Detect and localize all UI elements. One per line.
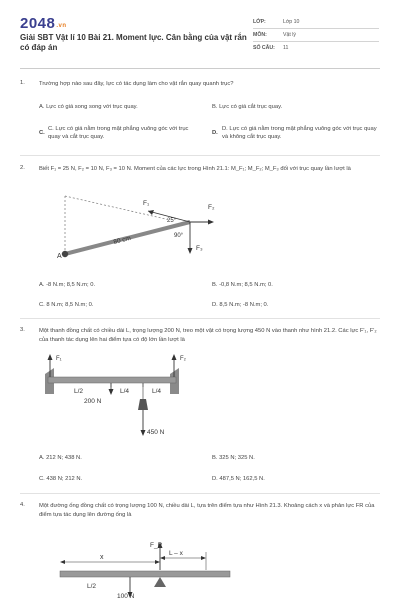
lx-arrow-left (160, 556, 165, 560)
question-3-text: Một thanh đồng chất có chiều dài L, trọng lượng 200 N, treo một vật có trọng lượng 450 N vào thanh như hình 21.2. Các lực F'₁, F'₂ của thanh tác dụng lên hai điểm tựa có độ lớn lần lượt là (39, 328, 377, 343)
q2-option-b[interactable]: B. -0,8 N.m; 8,5 N.m; 0. (212, 282, 273, 288)
question-4-number: 4. (20, 502, 25, 508)
question-divider (20, 493, 380, 494)
question-2-number: 2. (20, 165, 25, 171)
length-label: 80 cm (112, 234, 132, 246)
question-divider (20, 155, 380, 156)
meta-count-value: 11 (283, 45, 289, 51)
point-a-label: A (57, 253, 62, 260)
lx-label: L – x (169, 550, 183, 557)
arrow-load-head (141, 430, 146, 436)
q3-option-d[interactable]: D. 487,5 N; 162,5 N. (212, 476, 265, 482)
meta-divider (253, 28, 379, 29)
meta-subject-label: MÔN: (253, 32, 267, 38)
quarter-length-label: L/4 (152, 388, 162, 395)
x-label: x (100, 554, 104, 561)
q1-option-d[interactable]: D. Lực có giá nằm trong mặt phẳng vuông góc với trục quay và không cắt trục quay. (222, 126, 377, 140)
support (154, 577, 166, 587)
question-1-number: 1. (20, 80, 25, 86)
bar (48, 377, 176, 383)
arrow-f1-head (48, 354, 53, 360)
hanging-weight (138, 399, 148, 410)
meta-class-value: Lớp 10 (283, 19, 300, 25)
question-1-text: Trường hợp nào sau đây, lực có tác dụng làm cho vật rắn quay quanh trục? (39, 81, 234, 87)
f3-label: F₃ (196, 245, 203, 252)
q3-option-c[interactable]: C. 438 N; 212 N. (39, 476, 83, 482)
q1-option-b[interactable]: B. Lực có giá cắt trục quay. (212, 104, 283, 110)
logo-suffix: .vn (56, 23, 67, 29)
question-2-text: Biết F₁ = 25 N, F₂ = 10 N, F₃ = 10 N. Moment của các lực trong Hình 21.1: M_F₁; M_F₂; M_F₃ đối với trục quay lần lượt là (39, 166, 351, 172)
figure-21-2 (40, 352, 200, 442)
f2-label: F₂ (208, 204, 215, 211)
q3-option-b[interactable]: B. 325 N; 325 N. (212, 455, 255, 461)
meta-divider (253, 41, 379, 42)
q1-option-c-letter: C. (39, 130, 45, 136)
meta-count-label: SỐ CÂU: (253, 45, 275, 51)
meta-subject-value: Vật lý (283, 32, 296, 38)
x-arrow-right (155, 560, 160, 564)
arrow-bar-weight-head (109, 389, 114, 395)
q2-option-d[interactable]: D. 8,5 N.m; -8 N.m; 0. (212, 302, 269, 308)
figure-21-3 (55, 532, 235, 600)
pivot-point (62, 251, 68, 257)
dashed-line-of-action (65, 196, 170, 220)
question-3-number: 3. (20, 327, 25, 333)
q1-option-c[interactable]: C. Lực có giá nằm trong mặt phẳng vuông góc với trục quay và cắt trục quay. (48, 126, 189, 140)
arrow-f3-head (188, 248, 193, 254)
lx-arrow-right (201, 556, 206, 560)
q1-option-d-letter: D. (212, 130, 218, 136)
fr-label: F_R (150, 542, 163, 549)
half-length-label: L/2 (74, 388, 84, 395)
weight-label: 100 N (117, 593, 135, 600)
meta-class-label: LỚP: (253, 19, 266, 25)
q2-option-c[interactable]: C. 8 N.m; 8,5 N.m; 0. (39, 302, 94, 308)
arrow-f2-head (208, 220, 214, 225)
question-4-text: Một đường ống đồng chất có trọng lượng 100 N, chiều dài L, tựa trên điểm tựa như Hình 21.3. Khoảng cách x và phản lực FR của điểm tựa tác dụng lên đường ống là (39, 503, 375, 518)
figure-21-1 (50, 192, 300, 270)
site-logo[interactable] (20, 15, 67, 32)
header-divider (20, 68, 380, 69)
arrow-f2-head (172, 354, 177, 360)
quarter-length-label: L/4 (120, 388, 130, 395)
logo-text: 2048 (20, 15, 56, 32)
load-weight-label: 450 N (147, 429, 165, 436)
q3-option-a[interactable]: A. 212 N; 438 N. (39, 455, 82, 461)
x-arrow-left (60, 560, 65, 564)
q2-option-a[interactable]: A. -8 N.m; 8,5 N.m; 0. (39, 282, 96, 288)
angle-90-label: 90° (174, 233, 184, 239)
f1-label: F₁ (143, 200, 150, 207)
question-divider (20, 318, 380, 319)
bar-weight-label: 200 N (84, 398, 102, 405)
page-title: Giải SBT Vật lí 10 Bài 21. Moment lực. Cân bằng của vật rắn có đáp án (20, 33, 247, 52)
half-length-label: L/2 (87, 583, 97, 590)
f1-label: F₁ (56, 356, 62, 362)
q1-option-a[interactable]: A. Lực có giá song song với trục quay. (39, 104, 138, 110)
f2-label: F₂ (180, 356, 186, 362)
angle-25-label: 25° (167, 218, 177, 224)
pipe (60, 571, 230, 577)
